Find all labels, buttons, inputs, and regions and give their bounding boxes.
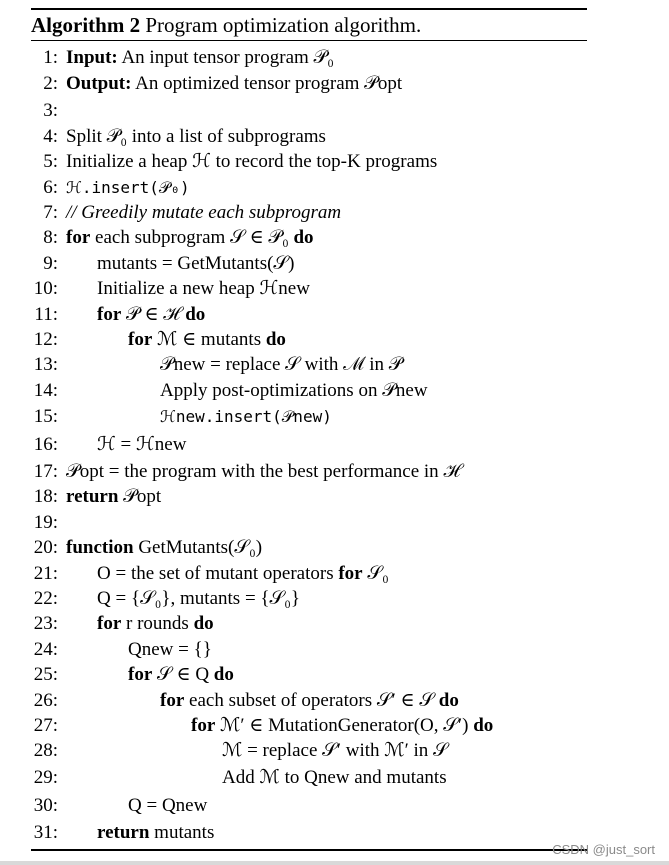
algo-line-6: 6: ℋ.insert(𝒫₀) <box>43 176 190 198</box>
algo-line-2: 2: Output: An optimized tensor program 𝒫opt <box>43 73 403 95</box>
algo-line-23: 23: for r rounds do <box>33 613 214 635</box>
algo-line-14: 14: Apply post-optimizations on 𝒫new <box>33 379 428 401</box>
algo-line-9: 9: mutants = GetMutants(𝒮) <box>43 252 295 274</box>
caption-label: Algorithm 2 <box>31 13 141 37</box>
algo-line-7: 7: // Greedily mutate each subprogram <box>43 201 342 223</box>
algo-line-26: 26: for each subset of operators 𝒮′ ∈ 𝒮 do <box>33 689 459 711</box>
algo-line-15: 15: ℋnew.insert(𝒫new) <box>33 406 332 428</box>
algorithm-lines <box>31 41 587 849</box>
algo-line-3: 3: <box>43 100 58 122</box>
algo-line-11: 11: for 𝒫 ∈ ℋ do <box>34 303 206 325</box>
algo-line-22: 22: Q = {𝒮₀}, mutants = {𝒮₀} <box>33 588 300 610</box>
algo-line-20: 20: function GetMutants(𝒮₀) <box>33 537 263 559</box>
algo-line-30: 30: Q = Qnew <box>33 794 208 816</box>
algo-line-19: 19: <box>33 511 58 533</box>
algo-line-10: 10: Initialize a new heap ℋnew <box>33 278 310 300</box>
algo-line-31: 31: return mutants <box>33 821 215 843</box>
algo-line-12: 12: for ℳ ∈ mutants do <box>33 328 286 350</box>
algo-line-13: 13: 𝒫new = replace 𝒮 with ℳ in 𝒫 <box>33 354 403 376</box>
algo-line-1: 1: Input: An input tensor program 𝒫₀ <box>43 47 334 68</box>
caption-title: Program optimization algorithm. <box>145 13 422 37</box>
bottom-rule <box>31 849 587 851</box>
algo-line-21: 21: O = the set of mutant operators for 𝒮₀ <box>33 562 389 584</box>
algorithm-caption <box>31 10 587 40</box>
algo-line-18: 18: return 𝒫opt <box>33 486 162 508</box>
algo-line-27: 27: for ℳ′ ∈ MutationGenerator(O, 𝒮′) do <box>33 714 494 736</box>
algo-line-5: 5: Initialize a heap ℋ to record the top-K programs <box>43 151 438 173</box>
algo-line-4: 4: Split 𝒫₀ into a list of subprograms <box>43 125 326 147</box>
watermark: CSDN @just_sort <box>552 842 655 857</box>
algo-line-17: 17: 𝒫opt = the program with the best performance in ℋ <box>33 461 461 483</box>
algo-line-24: 24: Qnew = {} <box>33 638 212 660</box>
algo-line-16: 16: ℋ = ℋnew <box>33 434 187 456</box>
algo-line-29: 29: Add ℳ to Qnew and mutants <box>33 766 447 788</box>
algo-line-28: 28: ℳ = replace 𝒮′ with ℳ′ in 𝒮 <box>33 740 448 762</box>
algo-line-8: 8: for each subprogram 𝒮 ∈ 𝒫₀ do <box>43 227 314 249</box>
algo-line-25: 25: for 𝒮 ∈ Q do <box>33 664 234 686</box>
bottom-strip <box>0 861 669 865</box>
algorithm-block <box>31 8 587 851</box>
